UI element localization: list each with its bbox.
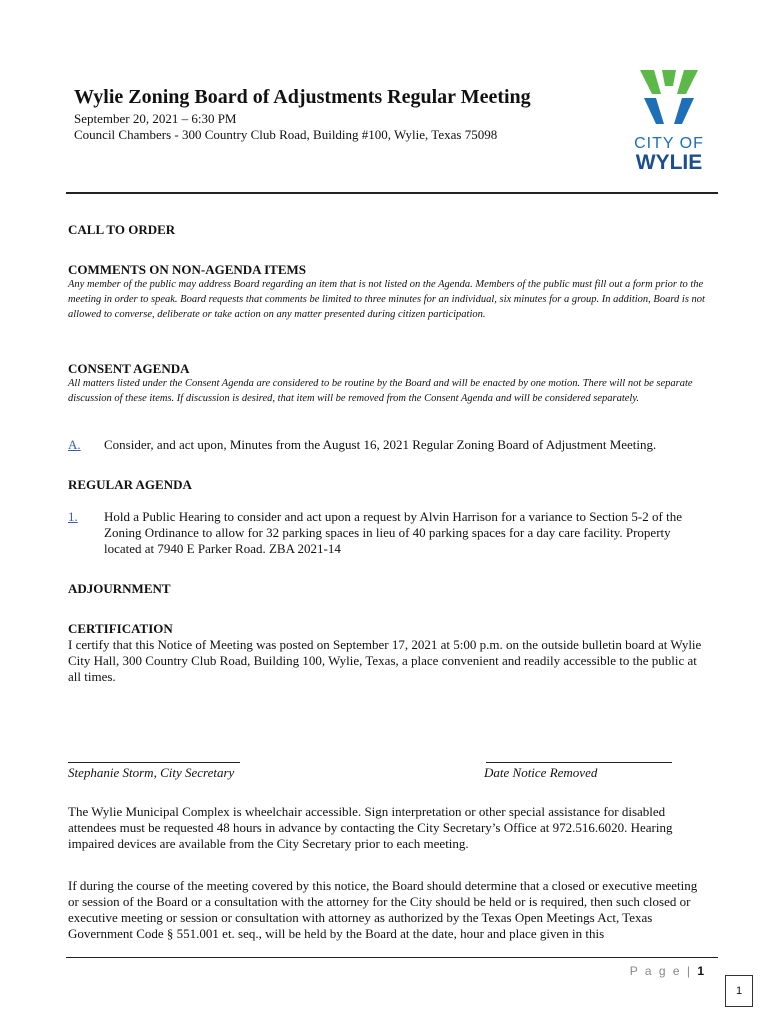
meeting-date-time: September 20, 2021 – 6:30 PM — [74, 111, 237, 126]
signature-line-left — [68, 762, 240, 763]
page-label: P a g e | — [629, 964, 692, 978]
footer-divider — [66, 957, 718, 958]
consent-agenda-heading: CONSENT AGENDA — [68, 361, 190, 376]
regular-item-link[interactable]: 1. — [68, 509, 78, 524]
signature-line-right — [486, 762, 672, 763]
adjournment-heading: ADJOURNMENT — [68, 581, 171, 596]
document-title: Wylie Zoning Board of Adjustments Regular Meeting — [74, 86, 531, 108]
wylie-w-icon — [628, 68, 710, 132]
header-divider — [66, 192, 718, 194]
certification-text: I certify that this Notice of Meeting was posted on September 17, 2021 at 5:00 p.m. on the outside bulletin board at Wylie City Hall, 300 Country Club Road, Building 100, Wylie, Texas, a place convenient and readily accessible to the public at all times. — [68, 637, 702, 684]
city-secretary-signature: Stephanie Storm, City Secretary — [68, 765, 235, 780]
regular-item-text: Hold a Public Hearing to consider and act upon a request by Alvin Harrison for a variance to Section 5-2 of the Zoning Ordinance to allow for 32 parking spaces in lieu of 40 parking spaces for a day care facility. Property located at 7940 E Parker Road. ZBA 2021-14 — [104, 509, 682, 556]
logo-wylie: WYLIE — [635, 151, 703, 174]
consent-item-link[interactable]: A. — [68, 437, 81, 452]
certification-heading: CERTIFICATION — [68, 621, 173, 636]
page-number: 1 — [697, 964, 704, 978]
consent-agenda-text: All matters listed under the Consent Agenda are considered to be routine by the Board and will be enacted by one motion. There will not be separate discussion of these items. If discussion is desired, that item will be removed from the Consent Agenda and will be considered separately. — [68, 378, 693, 404]
comments-heading: COMMENTS ON NON-AGENDA ITEMS — [68, 262, 306, 277]
page-number-box: 1 — [725, 975, 753, 1007]
date-notice-removed: Date Notice Removed — [484, 765, 598, 780]
regular-agenda-heading: REGULAR AGENDA — [68, 477, 192, 492]
executive-session-notice: If during the course of the meeting covered by this notice, the Board should determine that a closed or executive meeting or session of the Board or a consultation with the attorney for the City should be held or is required, then such closed or executive meeting or session or consultation with attorney as authorized by the Texas Open Meetings Act, Texas Government Code § 551.001 et. seq., will be held by the Board at the date, hour and place given in this — [68, 878, 698, 941]
meeting-location: Council Chambers - 300 Country Club Road, Building #100, Wylie, Texas 75098 — [74, 127, 498, 142]
consent-item-text: Consider, and act upon, Minutes from the August 16, 2021 Regular Zoning Board of Adjustment Meeting. — [104, 437, 657, 452]
city-of-wylie-logo — [628, 68, 710, 174]
page-footer — [630, 964, 704, 978]
comments-text: Any member of the public may address Board regarding an item that is not listed on the Agenda. Members of the public must fill out a form prior to the meeting in order to speak. Board requests that comments be limited to three minutes for an individual, six minutes for a group. In addition, Board is not allowed to converse, deliberate or take action on any matter presented during citizen participation. — [68, 279, 705, 320]
call-to-order-heading: CALL TO ORDER — [68, 222, 176, 237]
logo-city-of: CITY OF — [634, 135, 704, 152]
accessibility-notice: The Wylie Municipal Complex is wheelchair accessible. Sign interpretation or other special assistance for disabled attendees must be requested 48 hours in advance by contacting the City Secretary’s Office at 972.516.6020. Hearing impaired devices are available from the City Secretary prior to each meeting. — [68, 804, 673, 851]
